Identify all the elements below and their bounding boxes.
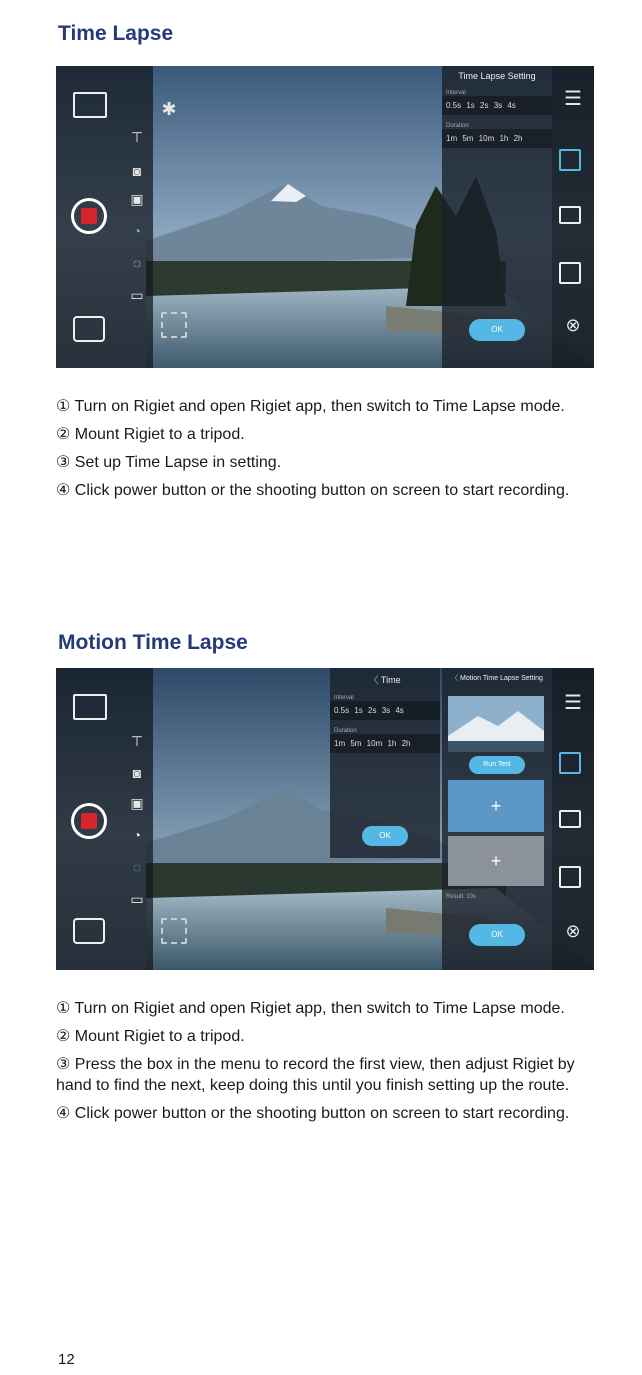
video-mode-icon[interactable]: ▣ bbox=[130, 191, 144, 207]
record-stop-icon bbox=[81, 813, 97, 829]
interval-label: Interval bbox=[446, 90, 466, 96]
step-4: ④ Click power button or the shooting button on screen to start recording. bbox=[56, 482, 570, 499]
camera-switch-icon[interactable] bbox=[73, 918, 105, 944]
photo-mode-icon[interactable]: ◙ bbox=[132, 163, 142, 179]
back-arrow-icon[interactable]: 〈 bbox=[369, 675, 379, 685]
run-test-button[interactable]: Run Test bbox=[469, 756, 525, 774]
interval-options[interactable]: 0.5s 1s 2s 3s 4s bbox=[442, 96, 552, 115]
time-lapse-mode-icon[interactable]: ◔ bbox=[132, 827, 142, 843]
step-2: ② Mount Rigiet to a tripod. bbox=[56, 426, 245, 443]
focus-frame-icon bbox=[161, 918, 187, 944]
interval-options[interactable]: 0.5s 1s 2s 3s 4s bbox=[330, 701, 440, 720]
filter-icon[interactable]: ⊗ bbox=[565, 921, 581, 941]
step-3: ③ Press the box in the menu to record the first view, then adjust Rigiet by hand to find the next, keep doing this until you finish setting up the route. bbox=[56, 1056, 575, 1094]
record-button[interactable] bbox=[71, 198, 107, 234]
add-view-box-2[interactable]: + bbox=[448, 836, 544, 886]
panel-title: Time Lapse Setting bbox=[458, 71, 536, 81]
time-lapse-steps bbox=[56, 396, 576, 508]
menu-icon[interactable]: ☰ bbox=[564, 692, 582, 714]
menu-icon[interactable]: ☰ bbox=[564, 88, 582, 110]
camera-switch-icon[interactable] bbox=[73, 316, 105, 342]
section-title-time-lapse: Time Lapse bbox=[58, 22, 174, 45]
page-number: 12 bbox=[58, 1351, 75, 1368]
panel-title: 〈 Time bbox=[369, 675, 401, 685]
scene-icon[interactable] bbox=[559, 866, 581, 888]
motion-lapse-mode-icon[interactable]: ◌ bbox=[132, 859, 142, 875]
step-2: ② Mount Rigiet to a tripod. bbox=[56, 1028, 245, 1045]
grid-icon[interactable] bbox=[559, 149, 581, 171]
video-mode-icon[interactable]: ▣ bbox=[130, 795, 144, 811]
motion-time-lapse-steps bbox=[56, 998, 576, 1131]
time-lapse-screenshot bbox=[56, 66, 594, 368]
step-4: ④ Click power button or the shooting button on screen to start recording. bbox=[56, 1105, 570, 1122]
duration-options[interactable]: 1m 5m 10m 1h 2h bbox=[330, 734, 440, 753]
step-1: ① Turn on Rigiet and open Rigiet app, then switch to Time Lapse mode. bbox=[56, 398, 565, 415]
panorama-mode-icon[interactable]: ▭ bbox=[130, 891, 144, 907]
duration-options[interactable]: 1m 5m 10m 1h 2h bbox=[442, 129, 552, 148]
section-title-motion-time-lapse: Motion Time Lapse bbox=[58, 631, 248, 654]
bluetooth-icon: ✱ bbox=[161, 99, 177, 119]
grid-icon[interactable] bbox=[559, 752, 581, 774]
add-view-box-1[interactable]: + bbox=[448, 780, 544, 832]
gallery-icon[interactable] bbox=[73, 92, 107, 118]
filter-icon[interactable]: ⊗ bbox=[565, 315, 581, 335]
interval-label: Interval bbox=[334, 695, 354, 701]
step-1: ① Turn on Rigiet and open Rigiet app, then switch to Time Lapse mode. bbox=[56, 1000, 565, 1017]
focus-frame-icon bbox=[161, 312, 187, 338]
ok-button-2[interactable]: OK bbox=[469, 924, 525, 946]
tripod-mode-icon[interactable]: ⊤ bbox=[130, 733, 144, 749]
duration-label: Duration bbox=[334, 728, 357, 734]
ok-button[interactable]: OK bbox=[469, 319, 525, 341]
duration-label: Duration bbox=[446, 123, 469, 129]
record-stop-icon bbox=[81, 208, 97, 224]
result-label: Result: 10s bbox=[446, 894, 477, 900]
ok-button[interactable]: OK bbox=[362, 826, 408, 846]
time-lapse-mode-icon[interactable]: ◔ bbox=[132, 223, 142, 239]
scene-icon[interactable] bbox=[559, 262, 581, 284]
step-3: ③ Set up Time Lapse in setting. bbox=[56, 454, 282, 471]
motion-time-lapse-screenshot bbox=[56, 668, 594, 970]
motion-lapse-mode-icon[interactable]: ◌ bbox=[132, 255, 142, 271]
panel-title: 〈 Motion Time Lapse Setting bbox=[451, 675, 543, 682]
snapshot-icon[interactable] bbox=[559, 810, 581, 828]
record-button[interactable] bbox=[71, 803, 107, 839]
snapshot-icon[interactable] bbox=[559, 206, 581, 224]
gallery-icon[interactable] bbox=[73, 694, 107, 720]
photo-mode-icon[interactable]: ◙ bbox=[132, 765, 142, 781]
first-view-thumbnail[interactable] bbox=[448, 696, 544, 752]
panorama-mode-icon[interactable]: ▭ bbox=[130, 287, 144, 303]
tripod-mode-icon[interactable]: ⊤ bbox=[130, 129, 144, 145]
